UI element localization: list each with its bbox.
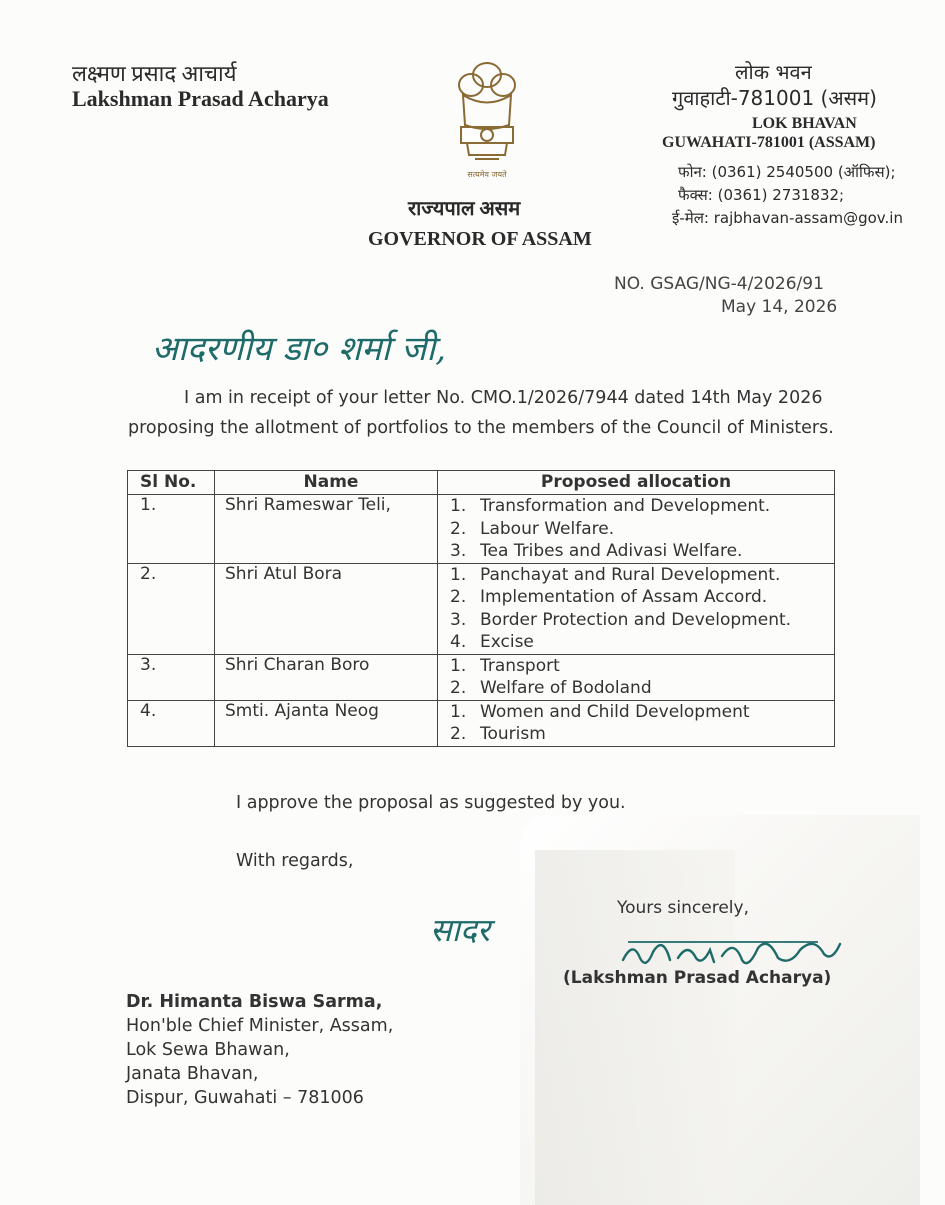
recipient-name: Dr. Himanta Biswa Sarma, [126,992,383,1012]
address-en-1: LOK BHAVAN [752,115,857,132]
email-line: ई-मेल: rajbhavan-assam@gov.in [672,209,903,227]
header-allocation: Proposed allocation [438,471,835,495]
national-emblem-icon [447,55,527,185]
allocation-number: 2. [450,678,467,698]
allocation-item [450,540,834,563]
closing-text: Yours sincerely, [617,898,749,918]
table-row [128,654,835,700]
allocation-text: Transformation and Development. [480,496,771,516]
allocation-number: 1. [450,496,467,516]
allocation-item [450,518,834,541]
allocation-text: Transport [480,655,560,676]
allocation-text: Women and Child Development [480,701,750,722]
allocation-item [450,701,834,724]
body-paragraph [128,383,838,443]
sender-name: Lakshman Prasad Acharya [72,86,329,111]
cell-allocation [438,563,835,654]
svg-text:आदरणीय डा० शर्मा जी,: आदरणीय डा० शर्मा जी, [152,329,447,369]
cell-name: Smti. Ajanta Neog [215,700,438,746]
recipient-line-1: Hon'ble Chief Minister, Assam, [126,1016,394,1036]
cell-sl: 2. [128,563,215,654]
header-sl: Sl No. [128,471,215,495]
allocation-text: Implementation of Assam Accord. [480,587,768,607]
table-header-row [128,471,835,495]
address-en-2: GUWAHATI-781001 (ASSAM) [662,134,876,151]
allocation-number: 1. [450,655,467,676]
recipient-line-2: Lok Sewa Bhawan, [126,1040,290,1060]
recipient-address [126,990,393,1110]
allocation-text: Labour Welfare. [480,518,615,539]
allocation-number: 1. [450,701,467,722]
portfolio-table [127,470,835,747]
allocation-item [450,609,834,632]
approval-text: I approve the proposal as suggested by you. [236,793,626,813]
signature-name: (Lakshman Prasad Acharya) [563,968,832,988]
svg-text:सत्यमेव जयते: सत्यमेव जयते [467,170,507,179]
fax-line: फैक्स: (0361) 2731832; [678,186,845,204]
reference-number: NO. GSAG/NG-4/2026/91 [614,274,824,294]
table-row [128,700,835,746]
table-row [128,563,835,654]
allocation-item [450,655,834,678]
allocation-number: 4. [450,632,467,652]
recipient-line-3: Janata Bhavan, [126,1064,259,1084]
body-line-2: proposing the allotment of portfolios to the members of the Council of Ministers. [128,418,834,438]
allocation-item [450,564,834,587]
cell-sl: 1. [128,495,215,564]
cell-sl: 3. [128,654,215,700]
cell-name: Shri Atul Bora [215,563,438,654]
allocation-number: 2. [450,518,467,539]
cell-allocation [438,700,835,746]
allocation-text: Tea Tribes and Adivasi Welfare. [480,541,743,561]
allocation-item [450,495,834,518]
handwritten-salutation [152,318,472,378]
allocation-item [450,586,834,609]
office-hindi: राज्यपाल असम [408,198,521,220]
allocation-number: 3. [450,609,467,630]
allocation-number: 1. [450,564,467,585]
recipient-line-4: Dispur, Guwahati – 781006 [126,1088,364,1108]
table-row [128,495,835,564]
allocation-item [450,631,834,654]
allocation-item [450,677,834,700]
letter-date: May 14, 2026 [721,297,838,317]
address-hindi-1: लोक भवन [735,60,812,84]
allocation-text: Excise [480,632,534,652]
allocation-number: 3. [450,541,467,561]
regards-text: With regards, [236,851,354,871]
cell-name: Shri Rameswar Teli, [215,495,438,564]
allocation-number: 2. [450,724,467,744]
cell-allocation [438,495,835,564]
body-line-1: I am in receipt of your letter No. CMO.1/2026/7944 dated 14th May 2026 [184,388,823,408]
cell-name: Shri Charan Boro [215,654,438,700]
svg-text:सादर: सादर [430,911,491,949]
header-name: Name [215,471,438,495]
cell-allocation [438,654,835,700]
allocation-number: 2. [450,587,467,607]
phone-line: फोन: (0361) 2540500 (ऑफिस); [678,163,896,181]
allocation-text: Tourism [480,724,546,744]
address-hindi-2: गुवाहाटी-781001 (असम) [672,86,877,110]
allocation-text: Border Protection and Development. [480,609,792,630]
allocation-text: Welfare of Bodoland [480,678,652,698]
cell-sl: 4. [128,700,215,746]
handwritten-sadar [430,905,520,955]
office-title: GOVERNOR OF ASSAM [368,228,592,250]
allocation-text: Panchayat and Rural Development. [480,564,781,585]
sender-name-hindi: लक्ष्मण प्रसाद आचार्य [72,61,237,86]
allocation-item [450,723,834,746]
